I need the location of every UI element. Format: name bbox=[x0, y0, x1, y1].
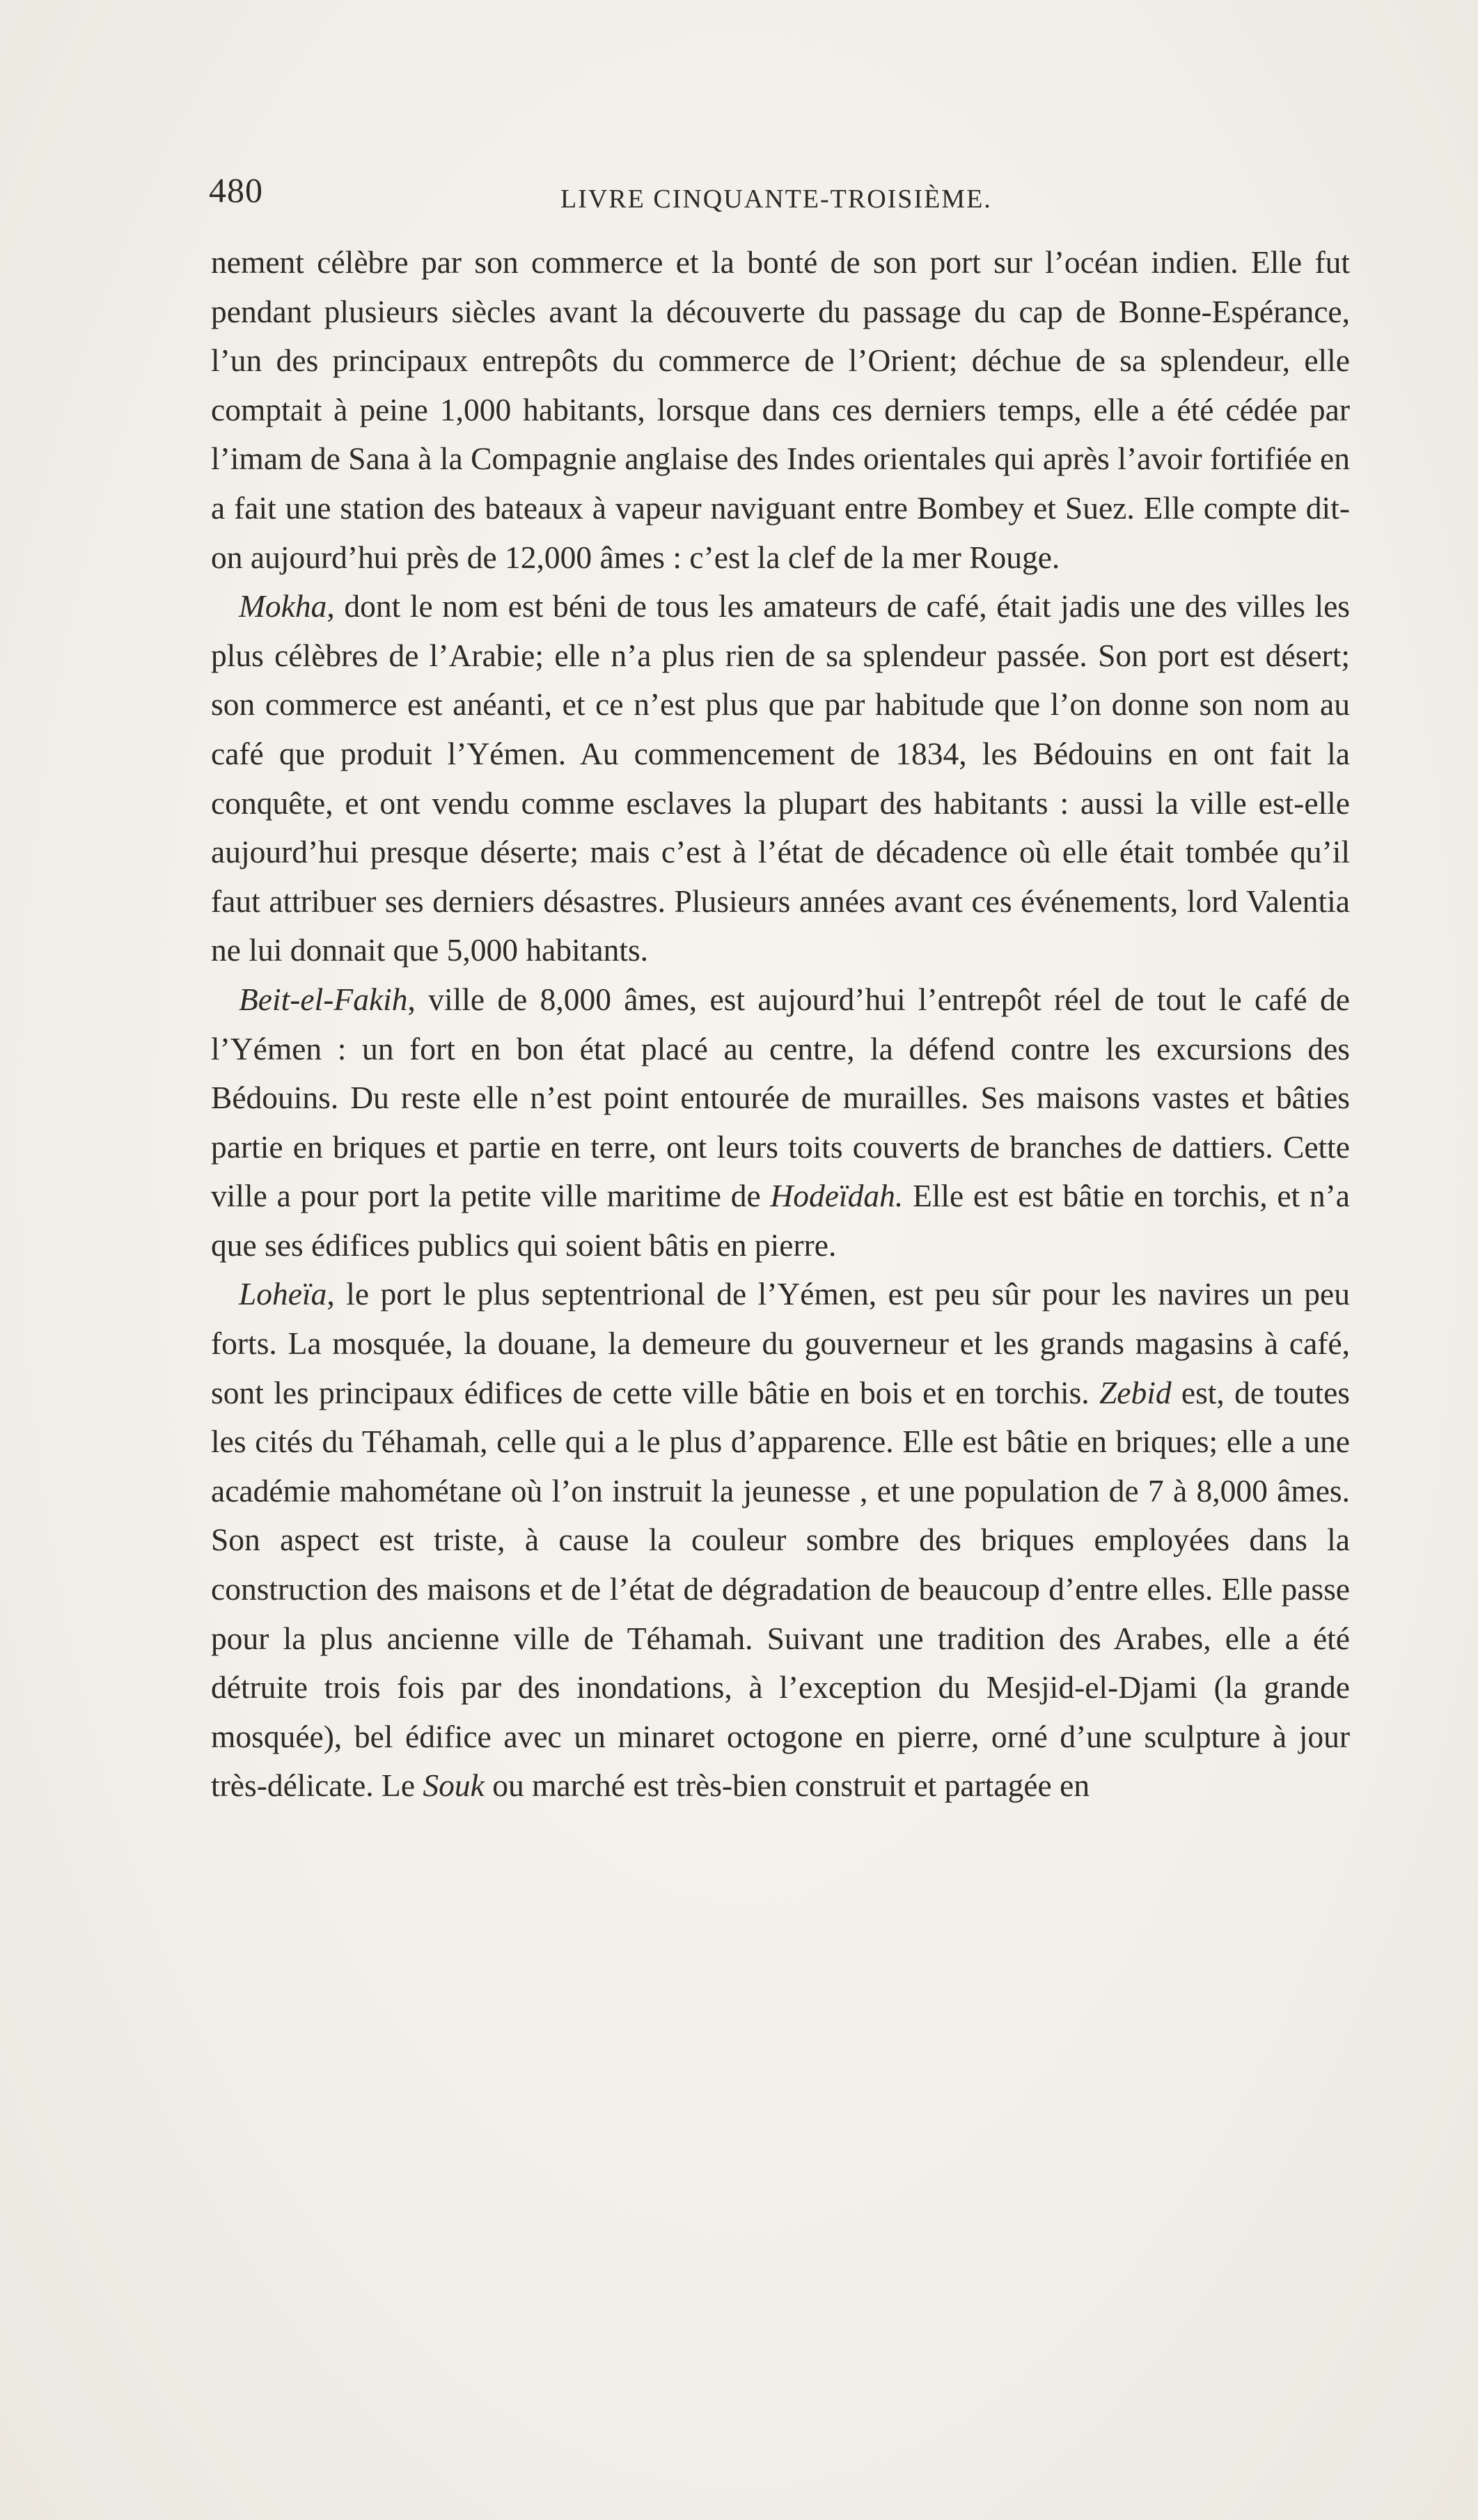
place-name-italic: Loheïa bbox=[239, 1276, 327, 1312]
place-name-italic: Beit-el-Fakih bbox=[239, 981, 408, 1017]
paragraph bbox=[211, 582, 1350, 975]
paragraph bbox=[211, 238, 1350, 582]
place-name-italic: Hodeïdah. bbox=[770, 1178, 904, 1214]
paragraph-text: nement célèbre par son commerce et la bonté de son port sur l’océan indien. Elle fut pendant plusieurs siècles avant la découverte du passage du cap de Bonne-Espérance, l’un des principaux entrepôts du commerce de l’Orient; déchue de sa splendeur, elle comptait à peine 1,000 habitants, lorsque dans ces derniers temps, elle a été cédée par l’imam de Sana à la Compagnie anglaise des Indes orientales qui après l’avoir fortifiée en a fait une station des bateaux à vapeur naviguant entre Bombey et Suez. Elle compte dit-on aujourd’hui près de 12,000 âmes : c’est la clef de la mer Rouge. bbox=[211, 244, 1350, 575]
paragraph-text: est, de toutes les cités du Téhamah, celle qui a le plus d’apparence. Elle est bâtie en briques; elle a une académie mahométane où l’on instruit la jeunesse , et une population de 7 à 8,000 âmes. Son aspect est triste, à cause la couleur sombre des briques employées dans la construction des maisons et de l’état de dégradation de beaucoup d’entre elles. Elle passe pour la plus ancienne ville de Téhamah. Suivant une tradition des Arabes, elle a été détruite trois fois par des inondations, à l’exception du Mesjid-el-Djami (la grande mosquée), bel édifice avec un minaret octogone en pierre, orné d’une sculpture à jour très-délicate. Le bbox=[211, 1374, 1350, 1804]
page-number: 480 bbox=[209, 171, 263, 210]
running-head: LIVRE CINQUANTE-TROISIÈME. bbox=[560, 184, 992, 214]
paragraph-text: , dont le nom est béni de tous les amateurs de café, était jadis une des villes les plus célèbres de l’Arabie; elle n’a plus rien de sa splendeur passée. Son port est désert; son commerce est anéanti, et ce n’est plus que par habitude que l’on donne son nom au café que produit l’Yémen. Au commencement de 1834, les Bédouins en ont fait la conquête, et ont vendu comme esclaves la plupart des habitants : aussi la ville est-elle aujourd’hui presque déserte; mais c’est à l’état de décadence où elle était tombée qu’il faut attribuer ses derniers désastres. Plusieurs années avant ces événements, lord Valentia ne lui donnait que 5,000 habitants. bbox=[211, 588, 1350, 968]
place-name-italic: Zebid bbox=[1099, 1374, 1172, 1410]
page-header bbox=[209, 159, 1351, 214]
paragraph-text: , ville de 8,000 âmes, est aujourd’hui l’entrepôt réel de tout le café de l’Yémen : un fort en bon état placé au centre, la défend contre les excursions des Bédouins. Du reste elle n’est point entourée de murailles. Ses maisons vastes et bâties partie en briques et partie en terre, ont leurs toits couverts de branches de dattiers. Cette ville a pour port la petite ville maritime de bbox=[211, 981, 1350, 1214]
place-name-italic: Souk bbox=[423, 1767, 485, 1804]
paragraph bbox=[211, 975, 1350, 1270]
paragraph-text: ou marché est très-bien construit et partagée en bbox=[484, 1767, 1090, 1804]
place-name-italic: Mokha bbox=[239, 588, 327, 624]
paragraph-text: Elle est est bâtie en torchis, et n’a que ses édifices publics qui soient bâtis en pierre. bbox=[211, 1178, 1350, 1263]
body-text bbox=[211, 238, 1350, 1811]
paragraph bbox=[211, 1270, 1350, 1811]
paragraph-text: , le port le plus septentrional de l’Yémen, est peu sûr pour les navires un peu forts. La mosquée, la douane, la demeure du gouverneur et les grands magasins à café, sont les principaux édifices de cette ville bâtie en bois et en torchis. bbox=[211, 1276, 1350, 1410]
